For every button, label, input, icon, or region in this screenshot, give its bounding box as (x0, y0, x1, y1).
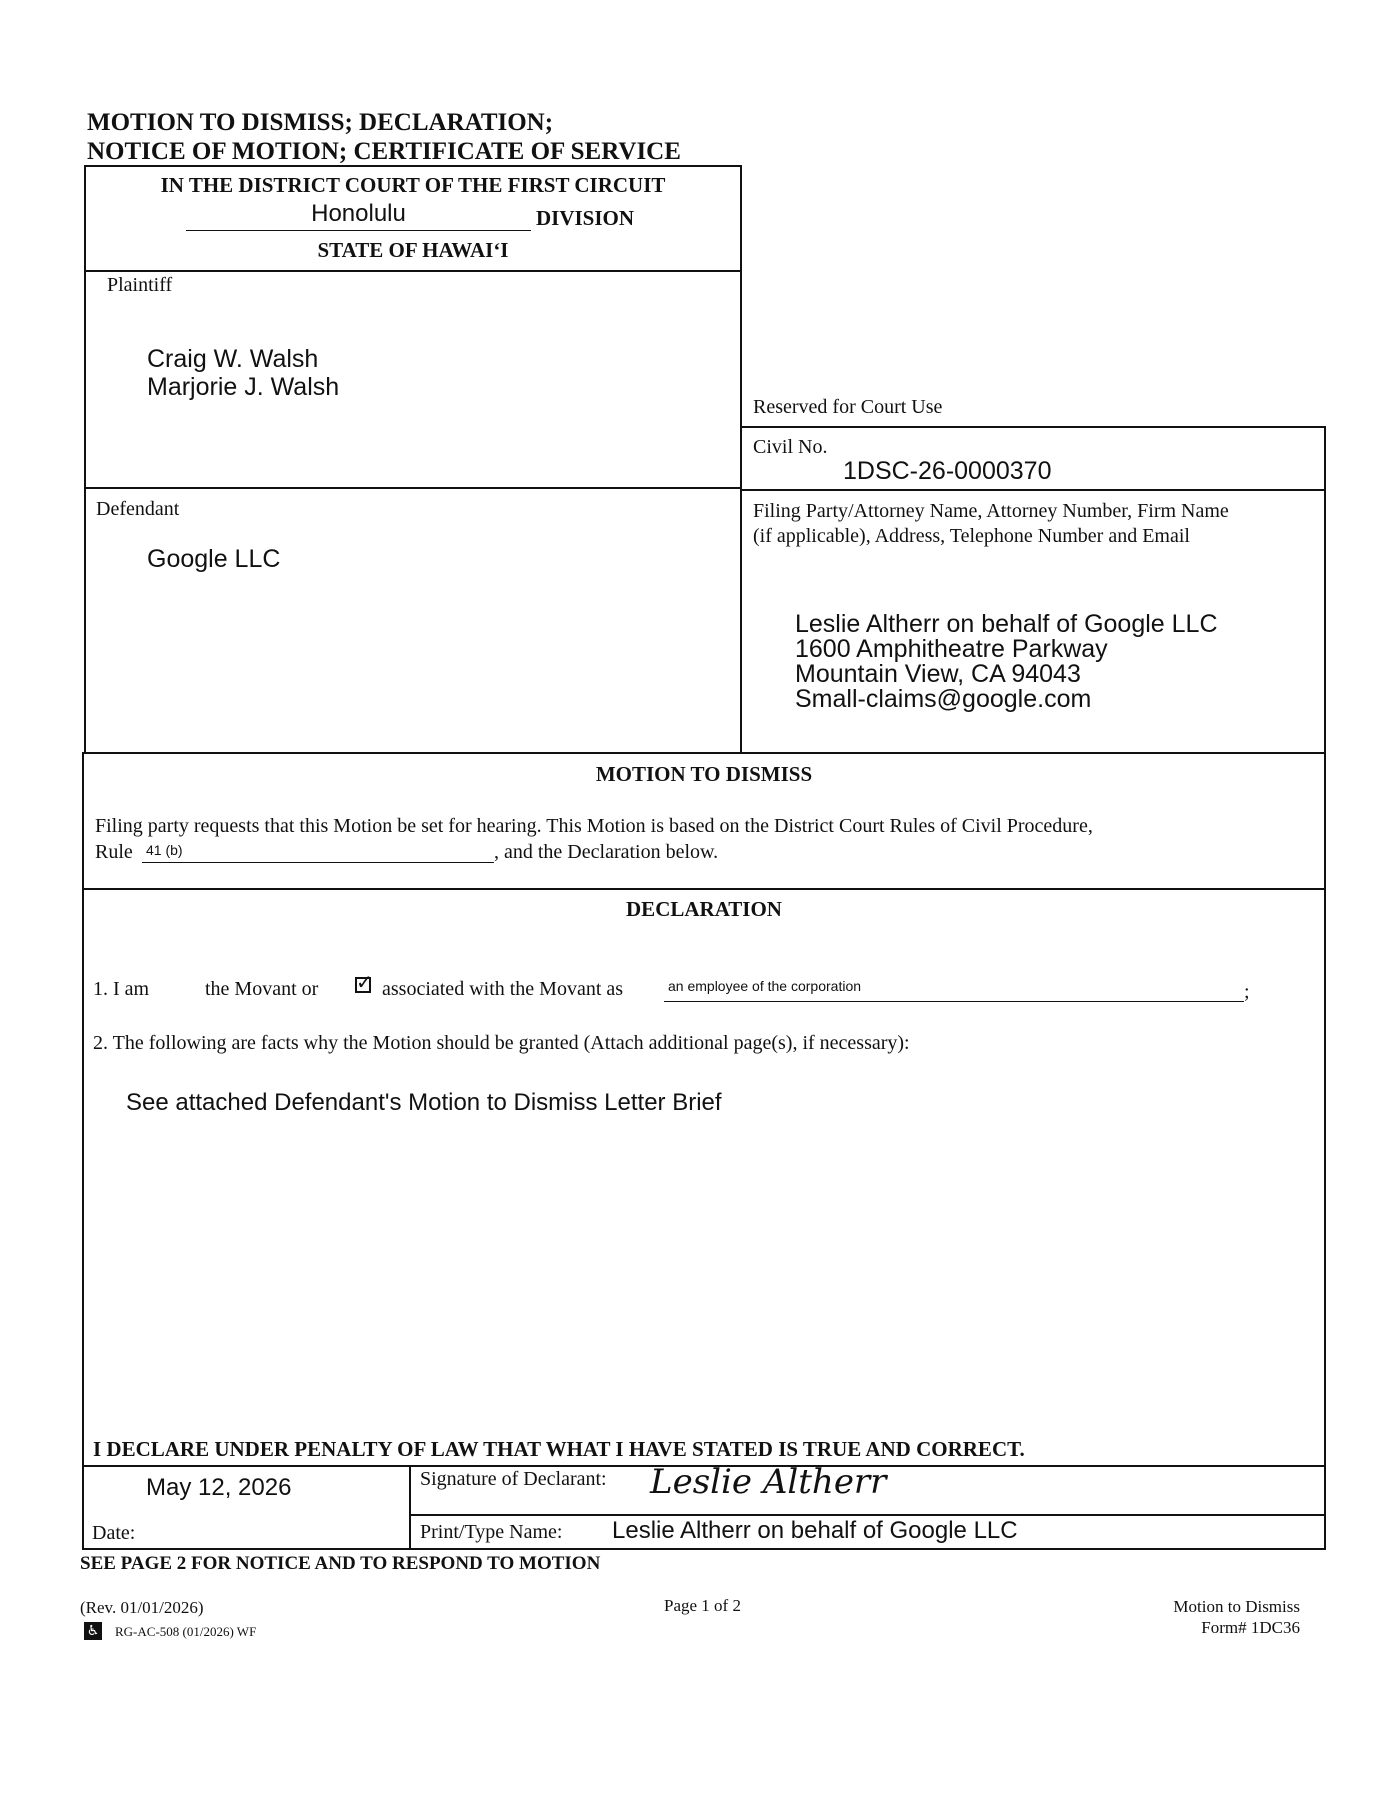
filing-party-name: Leslie Altherr on behalf of Google LLC (795, 610, 1218, 638)
item1-end: ; (1244, 981, 1250, 1003)
filing-party-label-2: (if applicable), Address, Telephone Number and Email (753, 525, 1190, 547)
filing-party-label (753, 499, 1229, 549)
filing-party-city: Mountain View, CA 94043 (795, 660, 1081, 688)
plaintiff-name-1: Craig W. Walsh (147, 345, 319, 373)
declaration-left-border (82, 888, 84, 1465)
associated-role-value[interactable]: an employee of the corporation (668, 978, 862, 994)
check-icon: ✓ (356, 970, 373, 994)
form-identifier (1100, 1596, 1300, 1638)
declaration-right-border (1324, 888, 1326, 1465)
facts-text[interactable]: See attached Defendant's Motion to Dismiss Letter Brief (126, 1089, 722, 1116)
item1-prefix: 1. I am (93, 978, 150, 1000)
rule-label: Rule (95, 841, 133, 863)
signature-divider (409, 1465, 411, 1550)
rule-suffix: , and the Declaration below. (494, 841, 719, 863)
penalty-statement: I DECLARE UNDER PENALTY OF LAW THAT WHAT I HAVE STATED IS TRUE AND CORRECT. (93, 1437, 1025, 1461)
signature-row-divider (409, 1514, 1326, 1516)
signature-image: Leslie Altherr (650, 1462, 887, 1502)
print-name-value[interactable]: Leslie Altherr on behalf of Google LLC (612, 1517, 1018, 1544)
court-name: IN THE DISTRICT COURT OF THE FIRST CIRCUIT (160, 173, 666, 197)
division-underline (186, 230, 531, 231)
motion-text-line1: Filing party requests that this Motion be set for hearing. This Motion is based on the District Court Rules of Civil Procedure, (95, 815, 1093, 837)
plaintiff-label: Plaintiff (107, 274, 173, 296)
reserved-for-court-use: Reserved for Court Use (753, 396, 943, 418)
rule-value: 41 (b) (146, 842, 183, 858)
state-name: STATE OF HAWAI‘I (317, 238, 509, 262)
rule-underline (142, 862, 494, 863)
defendant-left-border (84, 487, 86, 754)
plaintiff-left-border (84, 270, 86, 488)
page-number: Page 1 of 2 (664, 1596, 741, 1615)
date-label: Date: (92, 1522, 136, 1544)
item2-text: 2. The following are facts why the Motion should be granted (Attach additional page(s), if necessary): (93, 1032, 910, 1054)
defendant-name: Google LLC (147, 545, 281, 573)
plaintiff-name-2: Marjorie J. Walsh (147, 373, 340, 401)
associated-role-underline (664, 1001, 1244, 1002)
form-title (87, 108, 681, 166)
associated-option: associated with the Movant as (382, 978, 624, 1000)
plaintiff-bottom-border (84, 487, 742, 489)
civil-no-label: Civil No. (753, 436, 828, 458)
defendant-label: Defendant (96, 498, 180, 520)
civil-bottom-border (740, 489, 1326, 491)
form-title-line1: MOTION TO DISMISS; DECLARATION; (87, 109, 554, 136)
form-title-line2: NOTICE OF MOTION; CERTIFICATE OF SERVICE (87, 138, 681, 165)
see-page-2-notice: SEE PAGE 2 FOR NOTICE AND TO RESPOND TO MOTION (80, 1553, 601, 1574)
print-name-label: Print/Type Name: (420, 1521, 563, 1543)
form-code: RG-AC-508 (01/2026) WF (115, 1624, 257, 1639)
division-label: DIVISION (536, 206, 635, 230)
right-border (1324, 426, 1326, 754)
civil-no-value: 1DSC-26-0000370 (843, 457, 1052, 485)
wheelchair-icon: ♿ (84, 1622, 102, 1640)
civil-top-border (740, 426, 1326, 428)
form-number: Form# 1DC36 (1201, 1618, 1300, 1637)
division-value: Honolulu (311, 200, 406, 227)
plaintiff-names (147, 345, 339, 401)
motion-heading: MOTION TO DISMISS (595, 762, 813, 786)
form-name-footer: Motion to Dismiss (1173, 1597, 1300, 1616)
filing-party-label-1: Filing Party/Attorney Name, Attorney Number, Firm Name (753, 500, 1229, 522)
revision-date: (Rev. 01/01/2026) (80, 1598, 204, 1617)
center-divider (740, 270, 742, 752)
signature-label: Signature of Declarant: (420, 1468, 607, 1490)
filing-party-email: Small-claims@google.com (795, 685, 1092, 713)
filing-party-info (795, 612, 1218, 712)
movant-option[interactable]: the Movant or (205, 978, 319, 1000)
declaration-heading: DECLARATION (626, 897, 782, 921)
date-value[interactable]: May 12, 2026 (146, 1474, 292, 1501)
filing-party-street: 1600 Amphitheatre Parkway (795, 635, 1108, 663)
